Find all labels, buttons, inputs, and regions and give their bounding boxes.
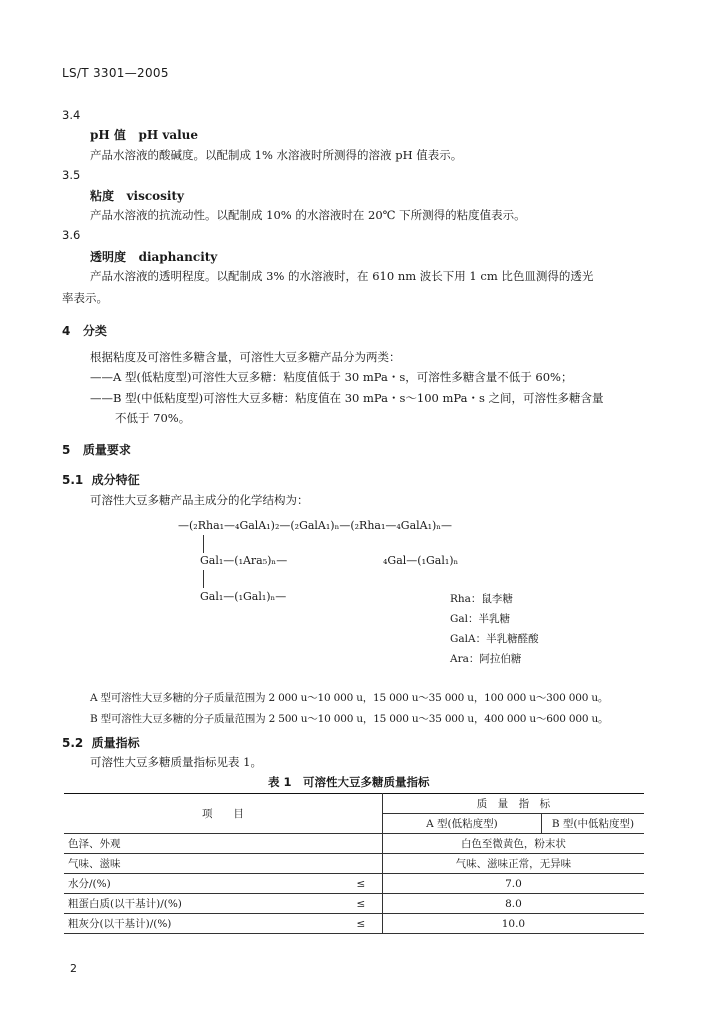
term-number: 3.5	[62, 168, 81, 182]
row-item: 粗灰分(以干基计)/(%)	[64, 914, 340, 934]
row-item: 气味、滋味	[64, 854, 340, 874]
classification-item-b-cont: 不低于 70%。	[115, 411, 191, 425]
term-number: 3.4	[62, 108, 81, 122]
row-item: 粗蛋白质(以干基计)/(%)	[64, 894, 340, 914]
formula-line-1: —(₂Rha₁—₄GalA₁)₂—(₂GalA₁)ₙ—(₂Rha₁—₄GalA₁)ₙ—	[178, 519, 453, 532]
legend-item: Ara：阿拉伯糖	[450, 653, 522, 665]
section-number: 4	[62, 324, 71, 338]
legend-item: Gal：半乳糖	[450, 613, 511, 625]
term-cn: 透明度	[90, 250, 127, 264]
term-title	[90, 248, 217, 265]
page-number: 2	[70, 962, 77, 975]
header-type-a: A 型(低粘度型)	[382, 814, 541, 834]
table-row	[64, 894, 644, 914]
legend-item: Rha：鼠李糖	[450, 593, 513, 605]
table-caption: 表 1 可溶性大豆多糖质量指标	[268, 775, 430, 789]
table-row	[64, 834, 644, 854]
formula-bond	[203, 535, 204, 553]
subsection-title: 成分特征	[91, 473, 140, 487]
subsection-heading	[62, 471, 140, 488]
row-value: 气味、滋味正常，无异味	[382, 854, 644, 874]
row-value: 7.0	[382, 874, 644, 894]
term-definition: 产品水溶液的抗流动性。以配制成 10% 的水溶液时在 20℃ 下所测得的粘度值表示。	[90, 208, 526, 222]
formula-line-2-left: Gal₁—(₁Ara₅)ₙ—	[200, 554, 288, 567]
term-definition-cont: 率表示。	[62, 291, 108, 305]
row-item: 色泽、外观	[64, 834, 340, 854]
row-cmp	[340, 854, 383, 874]
table-row	[64, 854, 644, 874]
term-cn: pH 值	[90, 128, 126, 142]
term-definition: 产品水溶液的透明程度。以配制成 3% 的水溶液时，在 610 nm 波长下用 1 cm 比色皿测得的透光	[90, 269, 594, 283]
standard-id: LS/T 3301—2005	[62, 66, 169, 80]
row-item: 水分/(%)	[64, 874, 340, 894]
table-row	[64, 874, 644, 894]
quality-intro: 可溶性大豆多糖质量指标见表 1。	[90, 755, 262, 769]
header-index: 质 量 指 标	[382, 794, 644, 814]
classification-item-a: ——A 型(低粘度型)可溶性大豆多糖：粘度值低于 30 mPa・s，可溶性多糖含量不低于 60%；	[90, 370, 573, 384]
subsection-heading	[62, 734, 140, 751]
row-value: 10.0	[382, 914, 644, 934]
classification-intro: 根据粘度及可溶性多糖含量，可溶性大豆多糖产品分为两类：	[90, 350, 401, 364]
classification-item-b: ——B 型(中低粘度型)可溶性大豆多糖：粘度值在 30 mPa・s～100 mPa・s 之间，可溶性多糖含量	[90, 391, 604, 405]
header-item: 项 目	[64, 794, 382, 834]
term-title	[90, 187, 184, 204]
term-definition: 产品水溶液的酸碱度。以配制成 1% 水溶液时所测得的溶液 pH 值表示。	[90, 148, 463, 162]
structure-intro: 可溶性大豆多糖产品主成分的化学结构为：	[90, 493, 309, 507]
row-cmp: ≤	[340, 874, 383, 894]
section-title: 分类	[82, 324, 107, 338]
subsection-number: 5.2	[62, 736, 84, 750]
term-en: pH value	[138, 128, 199, 142]
legend-item: GalA：半乳糖醛酸	[450, 633, 539, 645]
mass-range-b: B 型可溶性大豆多糖的分子质量范围为 2 500 u～10 000 u，15 000 u～35 000 u，400 000 u～600 000 u。	[90, 713, 609, 725]
row-value: 白色至微黄色，粉末状	[382, 834, 644, 854]
table-header-row	[64, 794, 644, 814]
row-cmp: ≤	[340, 894, 383, 914]
section-heading	[62, 441, 131, 458]
quality-table	[64, 793, 644, 934]
table-row	[64, 914, 644, 934]
formula-line-2-right: ₄Gal—(₁Gal₁)ₙ	[383, 554, 459, 567]
section-title: 质量要求	[82, 443, 131, 457]
section-number: 5	[62, 443, 71, 457]
subsection-title: 质量指标	[91, 736, 140, 750]
formula-bond	[203, 570, 204, 588]
term-title	[90, 126, 198, 143]
row-cmp: ≤	[340, 914, 383, 934]
formula-line-3-left: Gal₁—(₁Gal₁)ₙ—	[200, 590, 287, 603]
section-heading	[62, 322, 107, 339]
term-en: viscosity	[126, 189, 184, 203]
term-number: 3.6	[62, 228, 81, 242]
row-cmp	[340, 834, 383, 854]
header-type-b: B 型(中低粘度型)	[541, 814, 644, 834]
term-cn: 粘度	[90, 189, 115, 203]
subsection-number: 5.1	[62, 473, 84, 487]
row-value: 8.0	[382, 894, 644, 914]
term-en: diaphancity	[138, 250, 218, 264]
mass-range-a: A 型可溶性大豆多糖的分子质量范围为 2 000 u～10 000 u，15 000 u～35 000 u，100 000 u～300 000 u。	[90, 692, 609, 704]
